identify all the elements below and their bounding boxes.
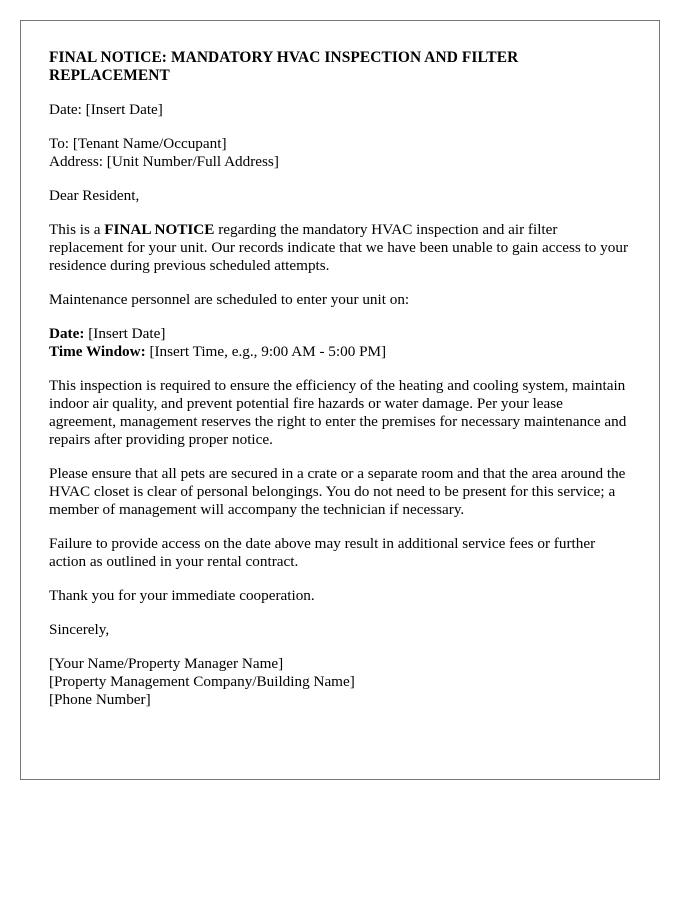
recipient-block	[49, 135, 631, 171]
signature-phone: [Phone Number]	[49, 691, 151, 708]
closing-line: Sincerely,	[49, 621, 110, 638]
schedule-intro: Maintenance personnel are scheduled to enter your unit on:	[49, 291, 410, 308]
signature-company: [Property Management Company/Building Name]	[49, 673, 355, 690]
schedule-time-value: [Insert Time, e.g., 9:00 AM - 5:00 PM]	[145, 343, 387, 360]
purpose-paragraph: This inspection is required to ensure the efficiency of the heating and cooling system, maintain indoor air quality, and prevent potential fire hazards or water damage. Per your lease agreement, management reserves the right to enter the premises for necessary maintenance and repairs after providing proper notice.	[49, 377, 627, 448]
failure-paragraph: Failure to provide access on the date above may result in additional service fees or further action as outlined in your rental contract.	[49, 535, 596, 570]
schedule-date-label: Date:	[49, 325, 85, 342]
schedule-time-label: Time Window:	[49, 343, 146, 360]
date-line: Date: [Insert Date]	[49, 101, 163, 118]
schedule-date	[49, 325, 631, 343]
intro-suffix: regarding the mandatory HVAC inspection and air filter replacement for your unit. Our records indicate that we have been unable to gain access to your residence during previous scheduled attempts.	[49, 221, 629, 274]
recipient-to: To: [Tenant Name/Occupant]	[49, 135, 227, 152]
schedule-block	[49, 325, 631, 361]
intro-prefix: This is a	[49, 221, 105, 238]
letter-document	[20, 20, 660, 780]
signature-block	[49, 655, 631, 709]
recipient-address: Address: [Unit Number/Full Address]	[49, 153, 279, 170]
thanks-line: Thank you for your immediate cooperation.	[49, 587, 315, 604]
final-notice-emphasis: FINAL NOTICE	[104, 221, 215, 238]
letter-title: FINAL NOTICE: MANDATORY HVAC INSPECTION AND FILTER REPLACEMENT	[49, 49, 519, 84]
pets-paragraph: Please ensure that all pets are secured in a crate or a separate room and that the area around the HVAC closet is clear of personal belongings. You do not need to be present for this service; a member of management will accompany the technician if necessary.	[49, 465, 626, 518]
intro-paragraph	[49, 221, 631, 275]
signature-name: [Your Name/Property Manager Name]	[49, 655, 284, 672]
schedule-date-value: [Insert Date]	[84, 325, 166, 342]
schedule-time	[49, 343, 631, 361]
salutation: Dear Resident,	[49, 187, 140, 204]
